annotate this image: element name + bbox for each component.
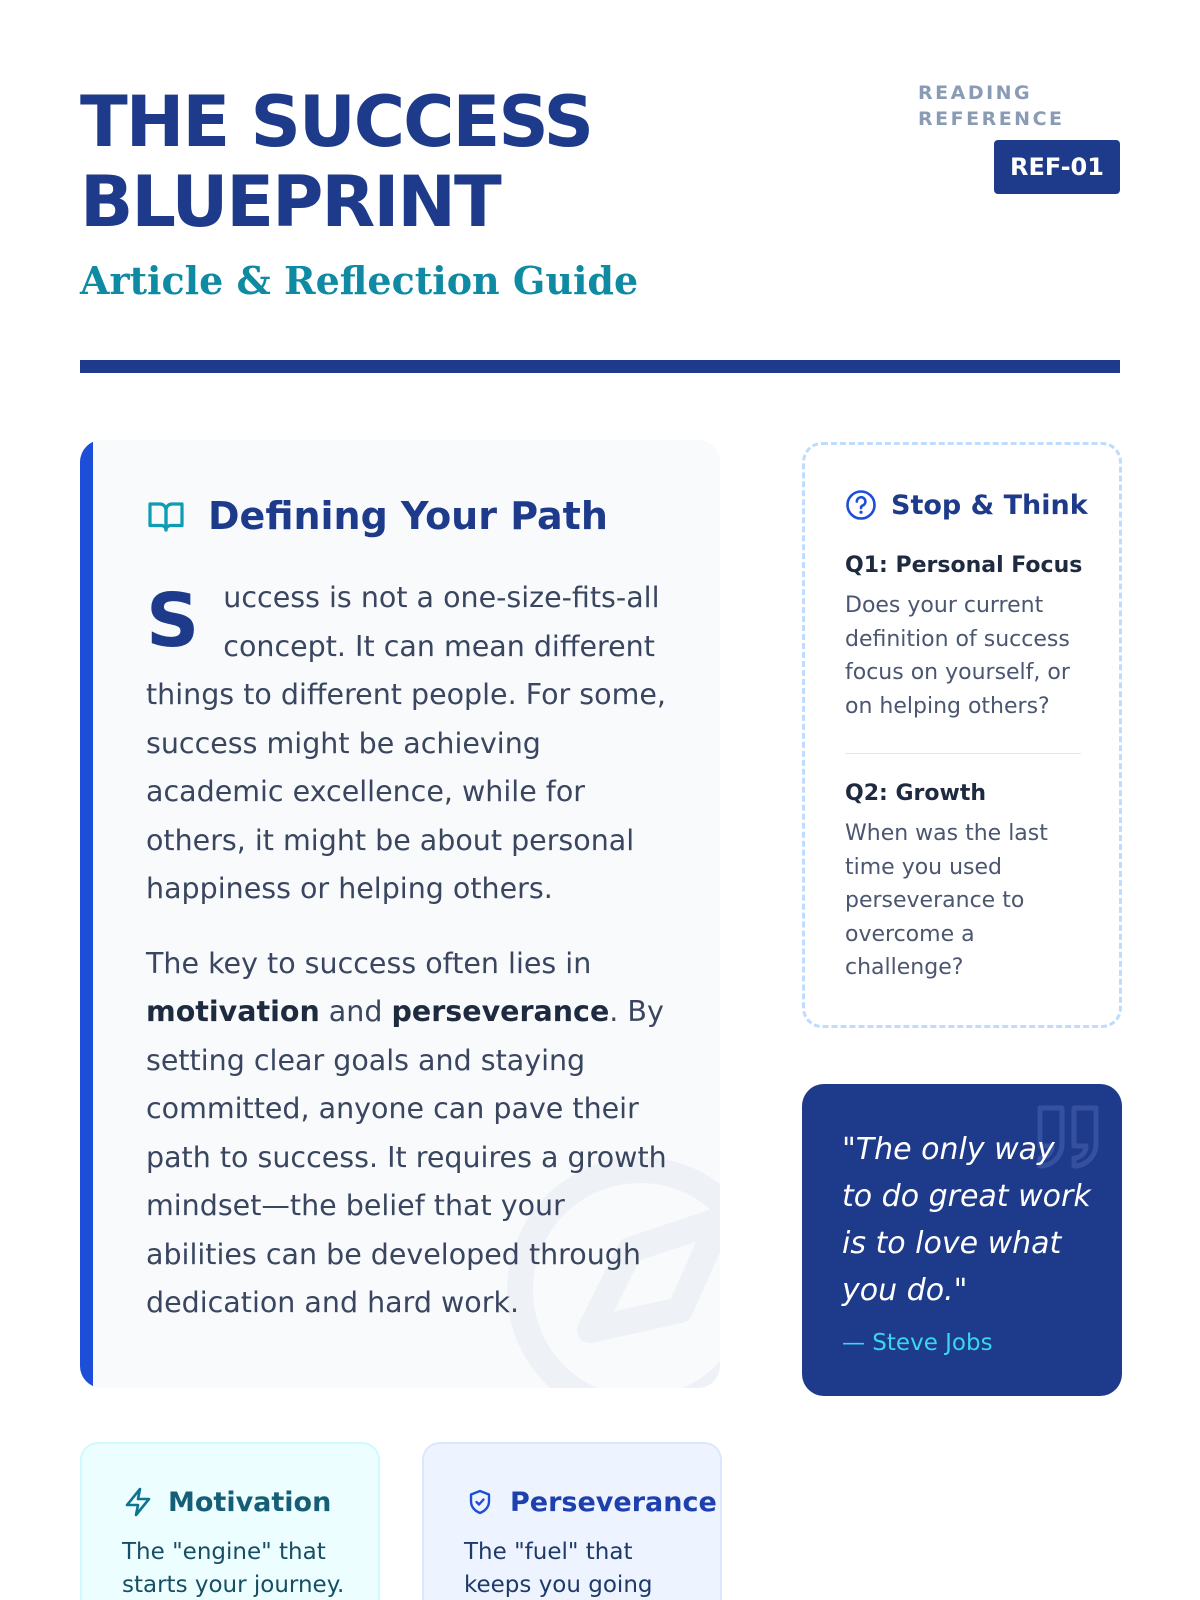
motivation-text: The "engine" that starts your journey. xyxy=(122,1539,345,1598)
question-divider xyxy=(845,753,1081,754)
question-2-label: Q2: Growth xyxy=(845,781,986,806)
perseverance-card xyxy=(422,1442,722,1600)
paragraph-2-text-b: and xyxy=(319,995,392,1028)
question-1-text: Does your current definition of success focus on yourself, or on helping others? xyxy=(845,593,1070,719)
motivation-title: Motivation xyxy=(168,1486,332,1518)
article-card xyxy=(80,440,720,1388)
open-book-icon xyxy=(146,496,186,536)
paragraph-1-text: uccess is not a one-size-fits-all concept. It can mean different things to different people. For some, success might be achieving academic excellence, while for others, it might be about personal happiness or helping others. xyxy=(146,581,666,905)
page-title-line-2: BLUEPRINT xyxy=(80,161,500,243)
question-circle-icon xyxy=(845,489,877,521)
paragraph-2-text-c: . By setting clear goals and staying committed, anyone can pave their path to success. It requires a growth mindset—the belief that your abilities can be developed through dedication and hard work. xyxy=(146,995,667,1319)
article-body xyxy=(146,574,676,1354)
perseverance-title: Perseverance xyxy=(510,1486,717,1518)
article-title: Defining Your Path xyxy=(208,494,608,538)
quote-author: — Steve Jobs xyxy=(842,1330,993,1356)
keyword-perseverance: perseverance xyxy=(391,995,610,1028)
stop-and-think-heading xyxy=(845,489,1088,521)
header-divider xyxy=(80,360,1120,373)
stop-and-think-panel xyxy=(802,442,1122,1028)
keyword-motivation: motivation xyxy=(146,995,320,1028)
perseverance-heading xyxy=(464,1486,717,1518)
reference-code-badge: REF-01 xyxy=(994,140,1120,194)
lightning-icon xyxy=(122,1486,154,1518)
page-title-line-1: THE SUCCESS xyxy=(80,81,593,163)
article-heading xyxy=(146,494,608,538)
motivation-heading xyxy=(122,1486,331,1518)
question-1-label: Q1: Personal Focus xyxy=(845,553,1083,578)
article-paragraph-1 xyxy=(146,574,676,914)
reference-label-line-1: READING xyxy=(918,82,1033,104)
question-2-text: When was the last time you used perseverance to overcome a challenge? xyxy=(845,821,1048,980)
paragraph-2-text-a: The key to success often lies in xyxy=(146,946,592,980)
article-paragraph-2 xyxy=(146,940,676,1328)
quote-text: "The only way to do great work is to love what you do." xyxy=(842,1132,1091,1308)
drop-cap: S xyxy=(146,578,200,664)
page-subtitle: Article & Reflection Guide xyxy=(80,258,639,303)
article-accent-bar xyxy=(80,440,93,1388)
reference-label-line-2: REFERENCE xyxy=(918,108,1065,130)
motivation-card xyxy=(80,1442,380,1600)
shield-icon xyxy=(464,1486,496,1518)
perseverance-text: The "fuel" that keeps you going xyxy=(464,1539,653,1598)
stop-and-think-title: Stop & Think xyxy=(891,489,1088,521)
quote-card xyxy=(802,1084,1122,1396)
page-title xyxy=(80,82,800,242)
reference-label xyxy=(918,80,1088,132)
